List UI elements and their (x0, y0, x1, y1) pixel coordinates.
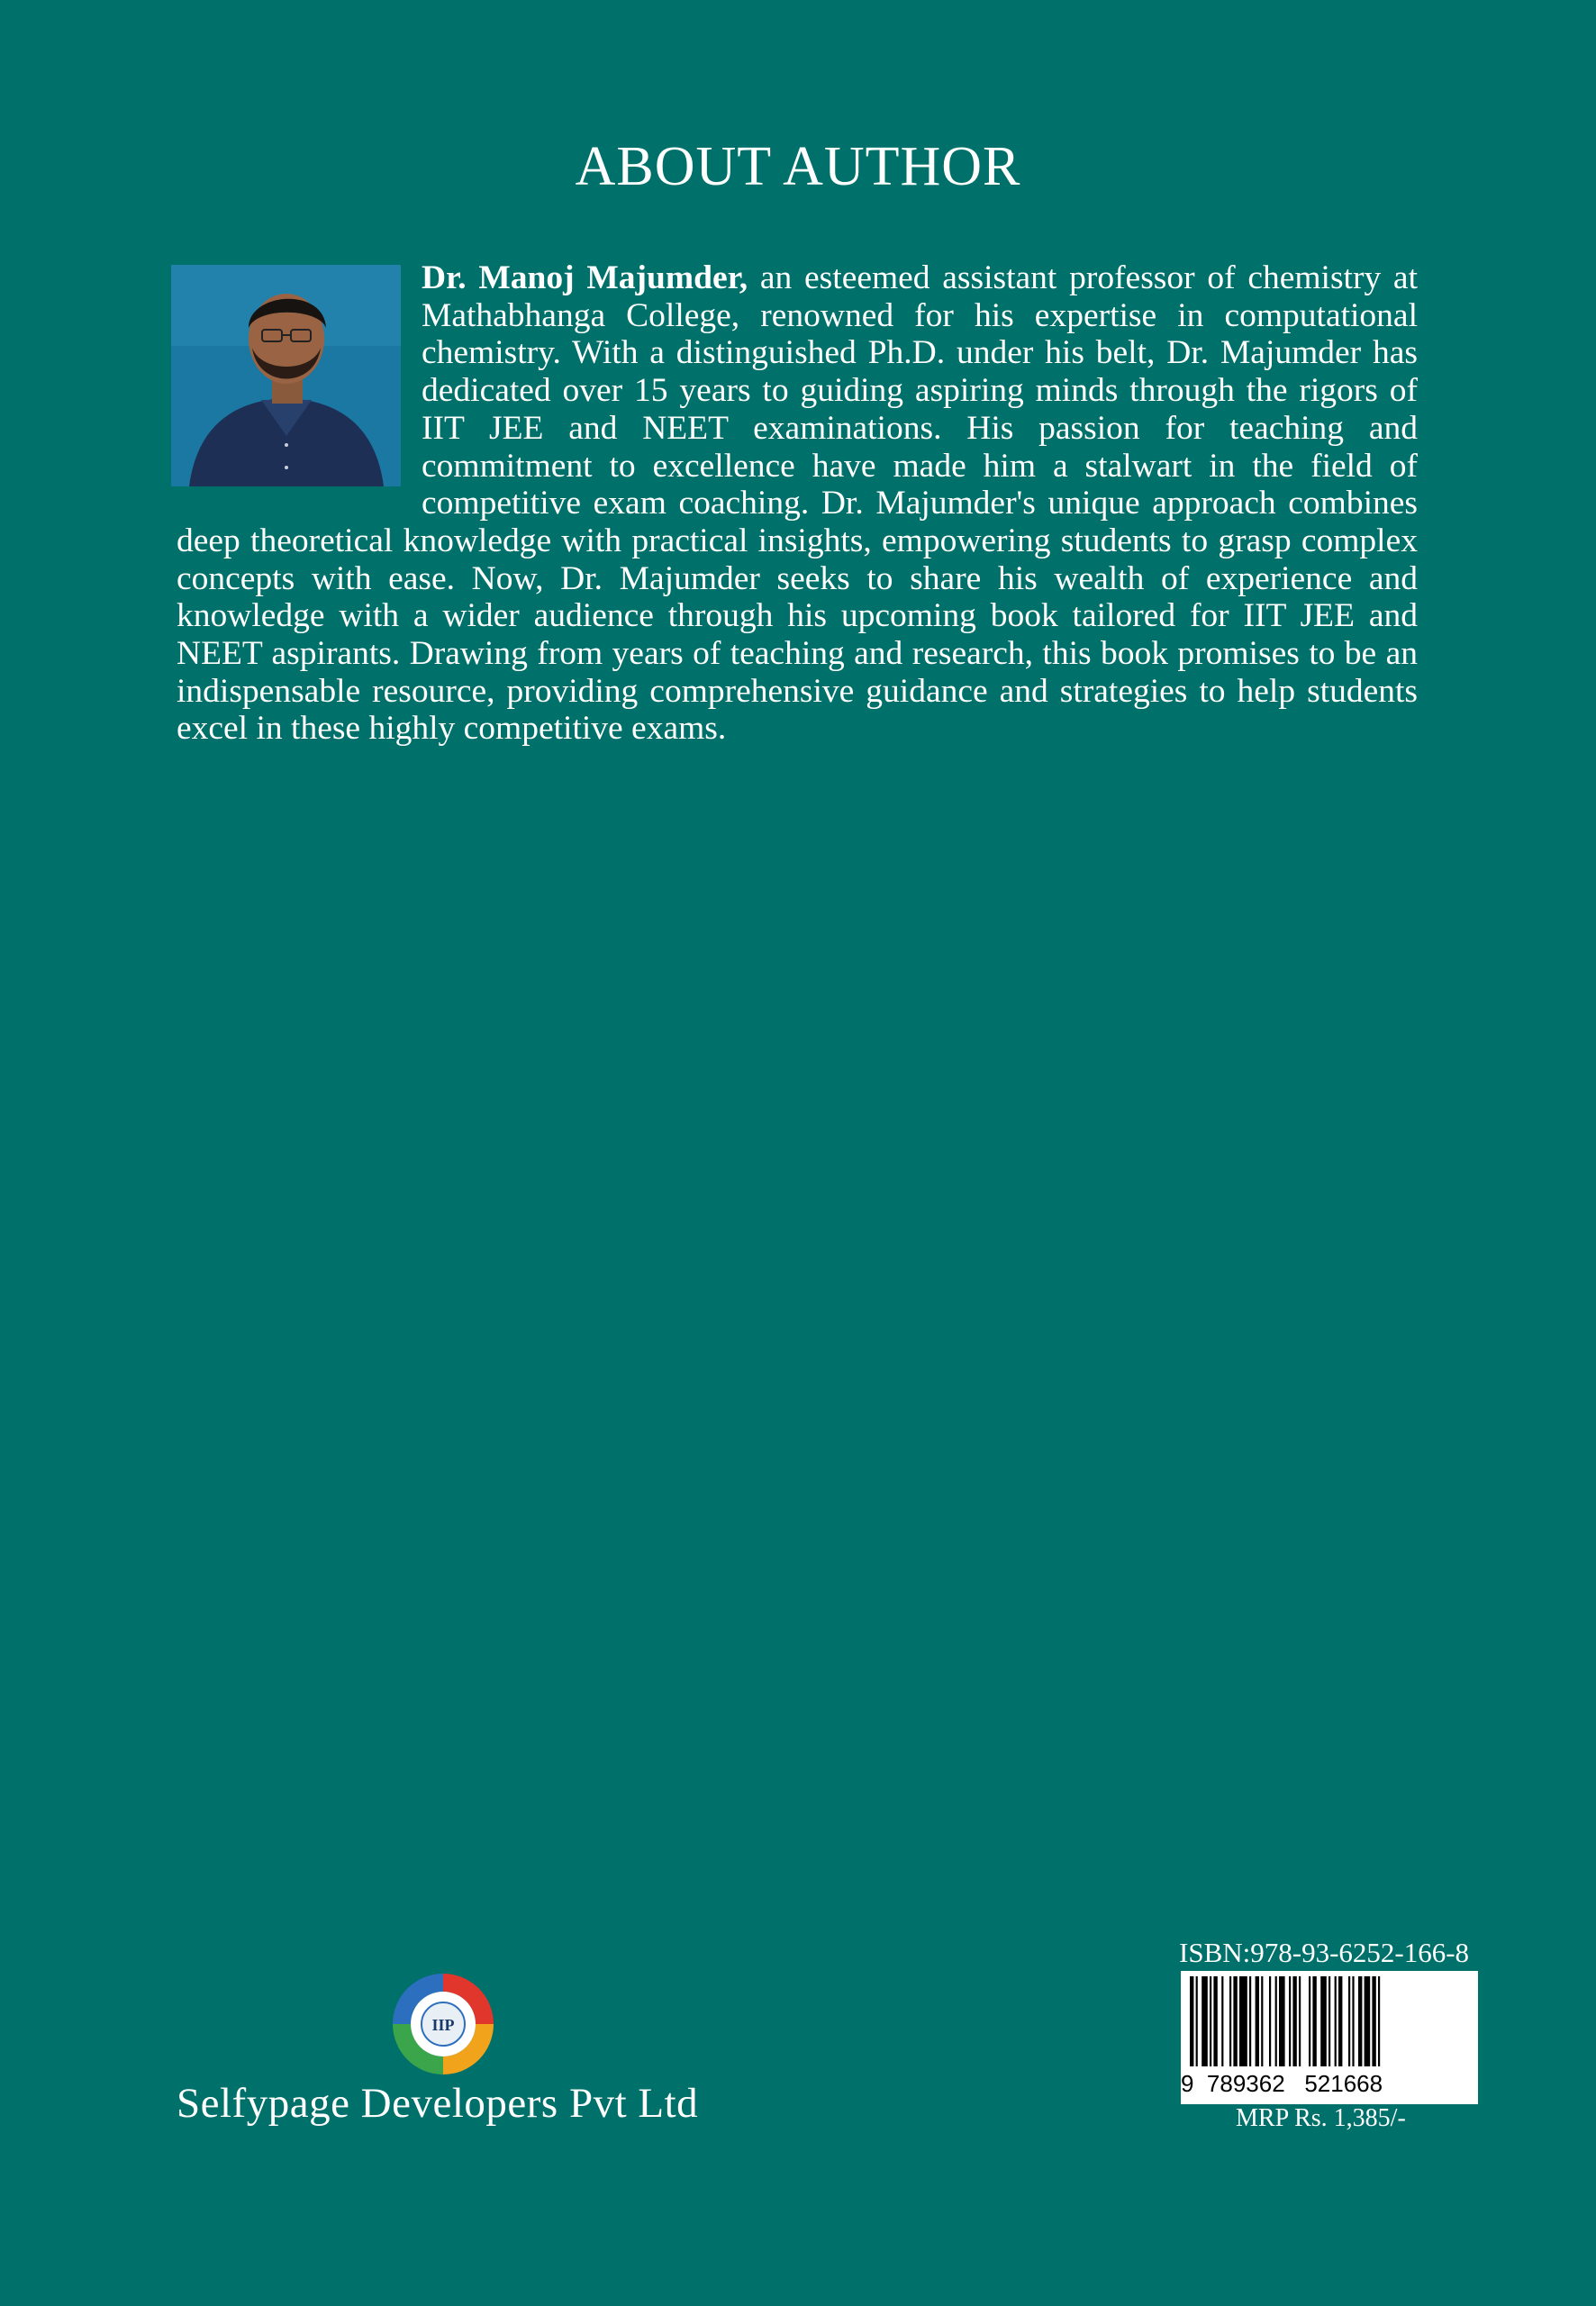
author-name: Dr. Manoj Majumder, (422, 259, 748, 296)
barcode-bar (1292, 1976, 1296, 2066)
barcode-bar (1256, 1976, 1259, 2066)
barcode-bars (1181, 1971, 1478, 2072)
barcode-bar (1239, 1976, 1247, 2066)
barcode-bar (1213, 1976, 1217, 2066)
author-bio (177, 259, 1418, 748)
barcode-bar (1196, 1976, 1198, 2066)
barcode-bar (1309, 1976, 1310, 2066)
barcode-bar (1269, 1976, 1271, 2066)
publisher-name: Selfypage Developers Pvt Ltd (177, 2080, 699, 2127)
bio-text: an esteemed assistant professor of chemistry at Mathabhanga College, renowned for his expertise in computational chemistry. With a distinguished Ph.D. under his belt, Dr. Majumder has dedicated over 15 years to guiding aspiring minds through the rigors of IIT JEE and NEET examinations. His passion for teaching and commitment to excellence have made him a stalwart in the field of competitive exam coaching. Dr. Majumder's unique approach combines deep theoretical knowledge with practical insights, empowering students to grasp complex concepts with ease. Now, Dr. Majumder seeks to share his wealth of experience and knowledge with a wider audience through his upcoming book tailored for IIT JEE and NEET aspirants. Drawing from years of teaching and research, this book promises to be an indispensable resource, providing comprehensive guidance and strategies to help students excel in these highly competitive exams. (177, 259, 1418, 748)
barcode-bar (1352, 1976, 1354, 2066)
barcode-bar (1372, 1976, 1375, 2066)
isbn-barcode (1181, 1971, 1478, 2104)
svg-text:IIP: IIP (431, 2016, 455, 2034)
barcode-bar (1299, 1976, 1301, 2066)
barcode-bar (1202, 1976, 1208, 2066)
author-photo (171, 265, 401, 486)
barcode-bar (1275, 1976, 1277, 2066)
barcode-bar (1221, 1976, 1223, 2066)
barcode-bar (1358, 1976, 1362, 2066)
barcode-bar (1312, 1976, 1316, 2066)
barcode-bar (1348, 1976, 1350, 2066)
price-label: MRP Rs. 1,385/- (1236, 2104, 1406, 2132)
isbn-label: ISBN:978-93-6252-166-8 (1179, 1937, 1470, 1968)
barcode-bar (1289, 1976, 1291, 2066)
barcode-bar (1328, 1976, 1330, 2066)
page-title: ABOUT AUTHOR (575, 136, 1021, 197)
barcode-bar (1190, 1976, 1193, 2066)
barcode-bar (1249, 1976, 1251, 2066)
barcode-bar (1365, 1976, 1371, 2066)
barcode-bar (1338, 1976, 1342, 2066)
barcode-bar (1279, 1976, 1285, 2066)
barcode-bar (1229, 1976, 1231, 2066)
barcode-digits: 9 789362 521668 (1181, 2070, 1383, 2097)
barcode-bar (1378, 1976, 1380, 2066)
barcode-bar (1233, 1976, 1237, 2066)
barcode-bar (1261, 1976, 1263, 2066)
barcode-bar (1210, 1976, 1211, 2066)
publisher-logo (389, 1970, 497, 2078)
barcode-bar (1320, 1976, 1327, 2066)
barcode-bar (1335, 1976, 1337, 2066)
